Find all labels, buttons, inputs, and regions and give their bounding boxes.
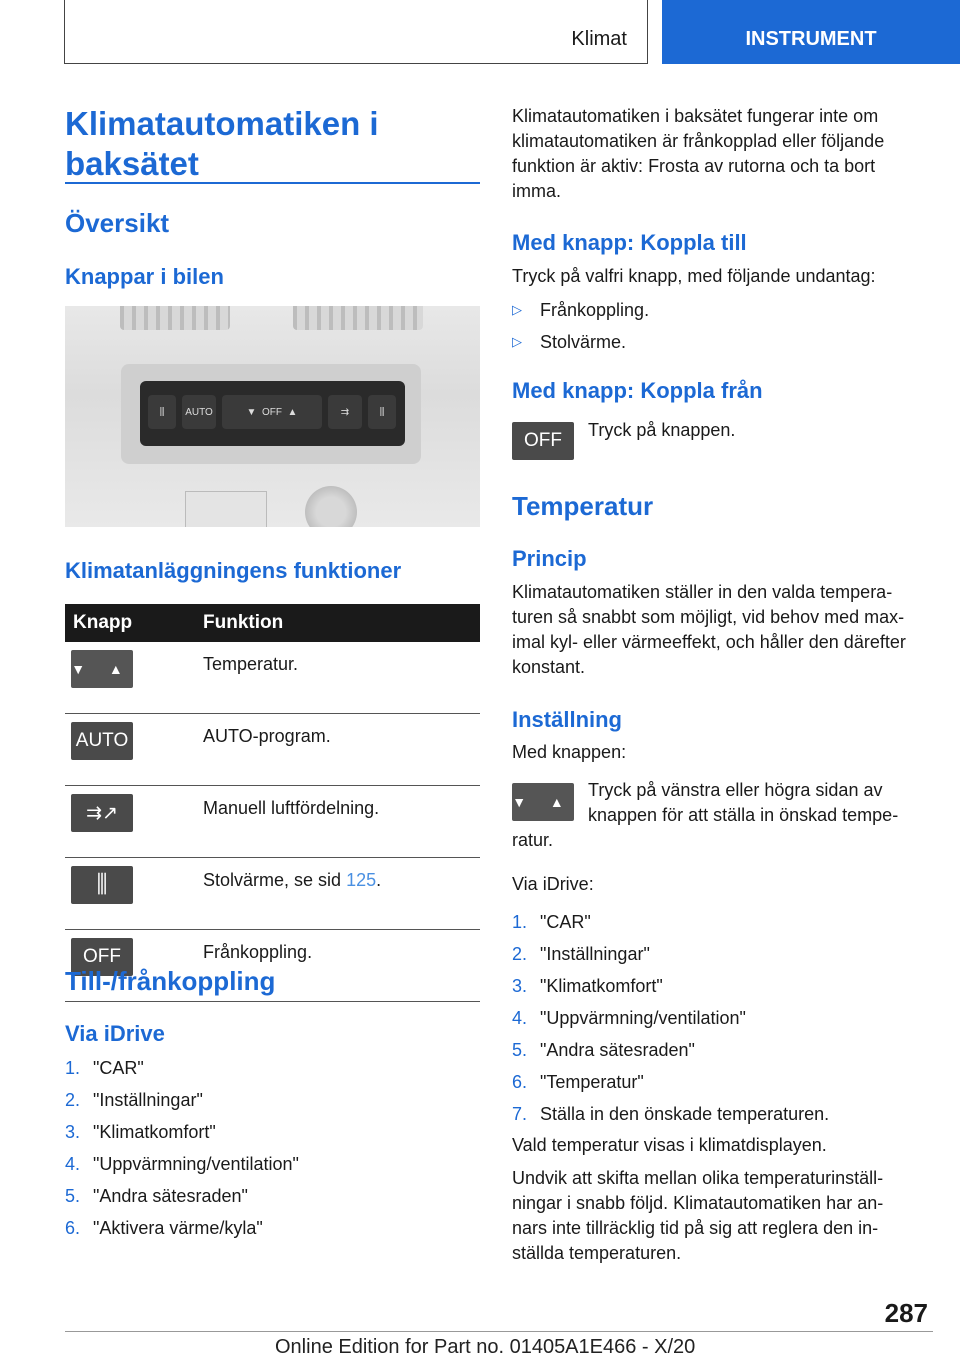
chapter-tab[interactable]: INSTRUMENT (662, 0, 960, 64)
switch-off-heading: Med knapp: Koppla från (512, 378, 763, 403)
seat-heating-left-icon: ⫼ (148, 395, 176, 429)
list-item: 3. "Klimatkomfort" (512, 976, 663, 996)
temp-arrows-glyph: ▼ ▲ (512, 783, 574, 821)
warning-line: ningar i snabb följd. Klimatautomatiken har an- (512, 1193, 884, 1213)
off-button-icon: OFF (71, 938, 133, 976)
principle-line: konstant. (512, 657, 586, 677)
display-text: Vald temperatur visas i klimatdisplayen. (512, 1135, 827, 1155)
page-number: 287 (884, 1298, 928, 1328)
triangle-bullet-icon: ▷ (512, 334, 522, 349)
principle-heading: Princip (512, 546, 587, 571)
list-item: 4. "Uppvärmning/ventilation" (512, 1008, 746, 1028)
intro-line: imma. (512, 181, 561, 201)
warning-paragraph (512, 1166, 932, 1266)
principle-line: imal kyl- eller värmeeffekt, och håller den därefter (512, 632, 906, 652)
temperature-heading: Temperatur (512, 491, 654, 521)
exceptions-list (512, 294, 932, 358)
triangle-bullet-icon: ▷ (512, 302, 522, 317)
list-item: 1. "CAR" (512, 912, 591, 932)
control-panel-photo (65, 306, 480, 527)
off-button-label: OFF (512, 422, 574, 460)
setting-heading: Inställning (512, 707, 622, 732)
intro-paragraph (512, 104, 932, 204)
list-item: 1. "CAR" (65, 1058, 144, 1078)
temperature-arrows-icon: ▼ ▲ (71, 650, 133, 688)
list-item: 5. "Andra sätesraden" (65, 1186, 248, 1206)
list-item: 6. "Temperatur" (512, 1072, 644, 1092)
section-title: Klimat (571, 28, 627, 50)
photo-auto-label: AUTO (182, 395, 216, 429)
idrive-label: Via iDrive: (512, 874, 594, 894)
intro-line: funktion är aktiv: Frosta av rutorna och ta bort (512, 156, 876, 176)
warning-line: Undvik att skifta mellan olika temperaturinställ- (512, 1168, 884, 1188)
footer-divider (65, 1331, 933, 1332)
page-link[interactable]: 125 (346, 870, 377, 890)
air-distribution-icon: ⇉↗ (71, 794, 133, 832)
button-label: Med knappen: (512, 742, 627, 762)
left-steps-list (65, 1052, 480, 1244)
intro-line: Klimatautomatiken i baksätet fungerar inte om (512, 106, 879, 126)
principle-line: Klimatautomatiken ställer in den valda tempera- (512, 582, 893, 602)
switch-on-text: Tryck på valfri knapp, med följande undantag: (512, 266, 876, 286)
warning-line: ställda temperaturen. (512, 1243, 682, 1263)
principle-paragraph (512, 580, 937, 680)
list-item: ▷ Stolvärme. (512, 326, 932, 358)
press-text (588, 778, 928, 828)
row-text: AUTO-program. (195, 714, 480, 786)
vent-left (120, 306, 230, 330)
seat-heating-right-icon: ⫼ (368, 395, 396, 429)
page-title-block (65, 104, 480, 184)
title-divider (65, 182, 480, 184)
list-item: 2. "Inställningar" (65, 1090, 203, 1110)
list-item: 3. "Klimatkomfort" (65, 1122, 216, 1142)
seat-heating-text: Stolvärme, se sid (203, 870, 347, 890)
off-text: Tryck på knappen. (588, 420, 736, 440)
list-item: 6. "Aktivera värme/kyla" (65, 1218, 263, 1238)
table-row (65, 786, 480, 858)
page-title-line2: baksätet (65, 145, 199, 182)
list-item: 4. "Uppvärmning/ventilation" (65, 1154, 299, 1174)
table-row (65, 714, 480, 786)
temperature-arrows-icon (512, 783, 574, 821)
photo-temp-off-label: ▼ OFF ▲ (222, 395, 322, 429)
table-header-function: Funktion (195, 604, 480, 642)
list-item: 5. "Andra sätesraden" (512, 1040, 695, 1060)
list-item: 2. "Inställningar" (512, 944, 650, 964)
row-text: Frånkoppling. (195, 930, 480, 1002)
functions-table (65, 604, 480, 1002)
photo-off-label: OFF (262, 406, 282, 418)
vent-right (293, 306, 423, 330)
seat-heating-suffix: . (376, 870, 382, 890)
press-line: knappen för att ställa in önskad tempe- (588, 805, 899, 825)
air-distribution-photo-icon: ⇉ (328, 395, 362, 429)
list-item: 7. Ställa in den önskade temperaturen. (512, 1104, 830, 1124)
right-steps-list (512, 906, 932, 1130)
principle-line: turen så snabbt som möjligt, vid behov med max- (512, 607, 905, 627)
climate-panel (140, 381, 405, 446)
table-row (65, 642, 480, 714)
list-item: ▷ Frånkoppling. (512, 294, 932, 326)
page-title (65, 104, 480, 184)
knob (305, 486, 357, 527)
idrive-heading: Via iDrive (65, 1021, 165, 1046)
off-button-icon (512, 422, 574, 460)
warning-line: nars inte tillräcklig tid på sig att reglera den in- (512, 1218, 879, 1238)
seat-heating-icon: ⫼ (71, 866, 133, 904)
intro-line: klimatautomatiken är frånkopplad eller följande (512, 131, 885, 151)
auto-button-icon: AUTO (71, 722, 133, 760)
footer-edition: Online Edition for Part no. 01405A1E466 - X/20 (275, 1336, 696, 1358)
row-text: Temperatur. (195, 642, 480, 714)
usb-ports (185, 491, 267, 527)
press-text-cont: ratur. (512, 830, 554, 850)
page-title-line1: Klimatautomatiken i (65, 105, 379, 142)
row-text (195, 858, 480, 930)
row-text: Manuell luftfördelning. (195, 786, 480, 858)
functions-heading: Klimatanläggningens funktioner (65, 558, 402, 583)
onoff-heading: Till-/frånkoppling (65, 966, 276, 996)
table-row (65, 858, 480, 930)
overview-heading: Översikt (65, 208, 170, 238)
buttons-heading: Knappar i bilen (65, 264, 224, 289)
press-line: Tryck på vänstra eller högra sidan av (588, 780, 883, 800)
switch-on-heading: Med knapp: Koppla till (512, 230, 747, 255)
table-header-button: Knapp (65, 604, 195, 642)
header-box (64, 0, 648, 64)
